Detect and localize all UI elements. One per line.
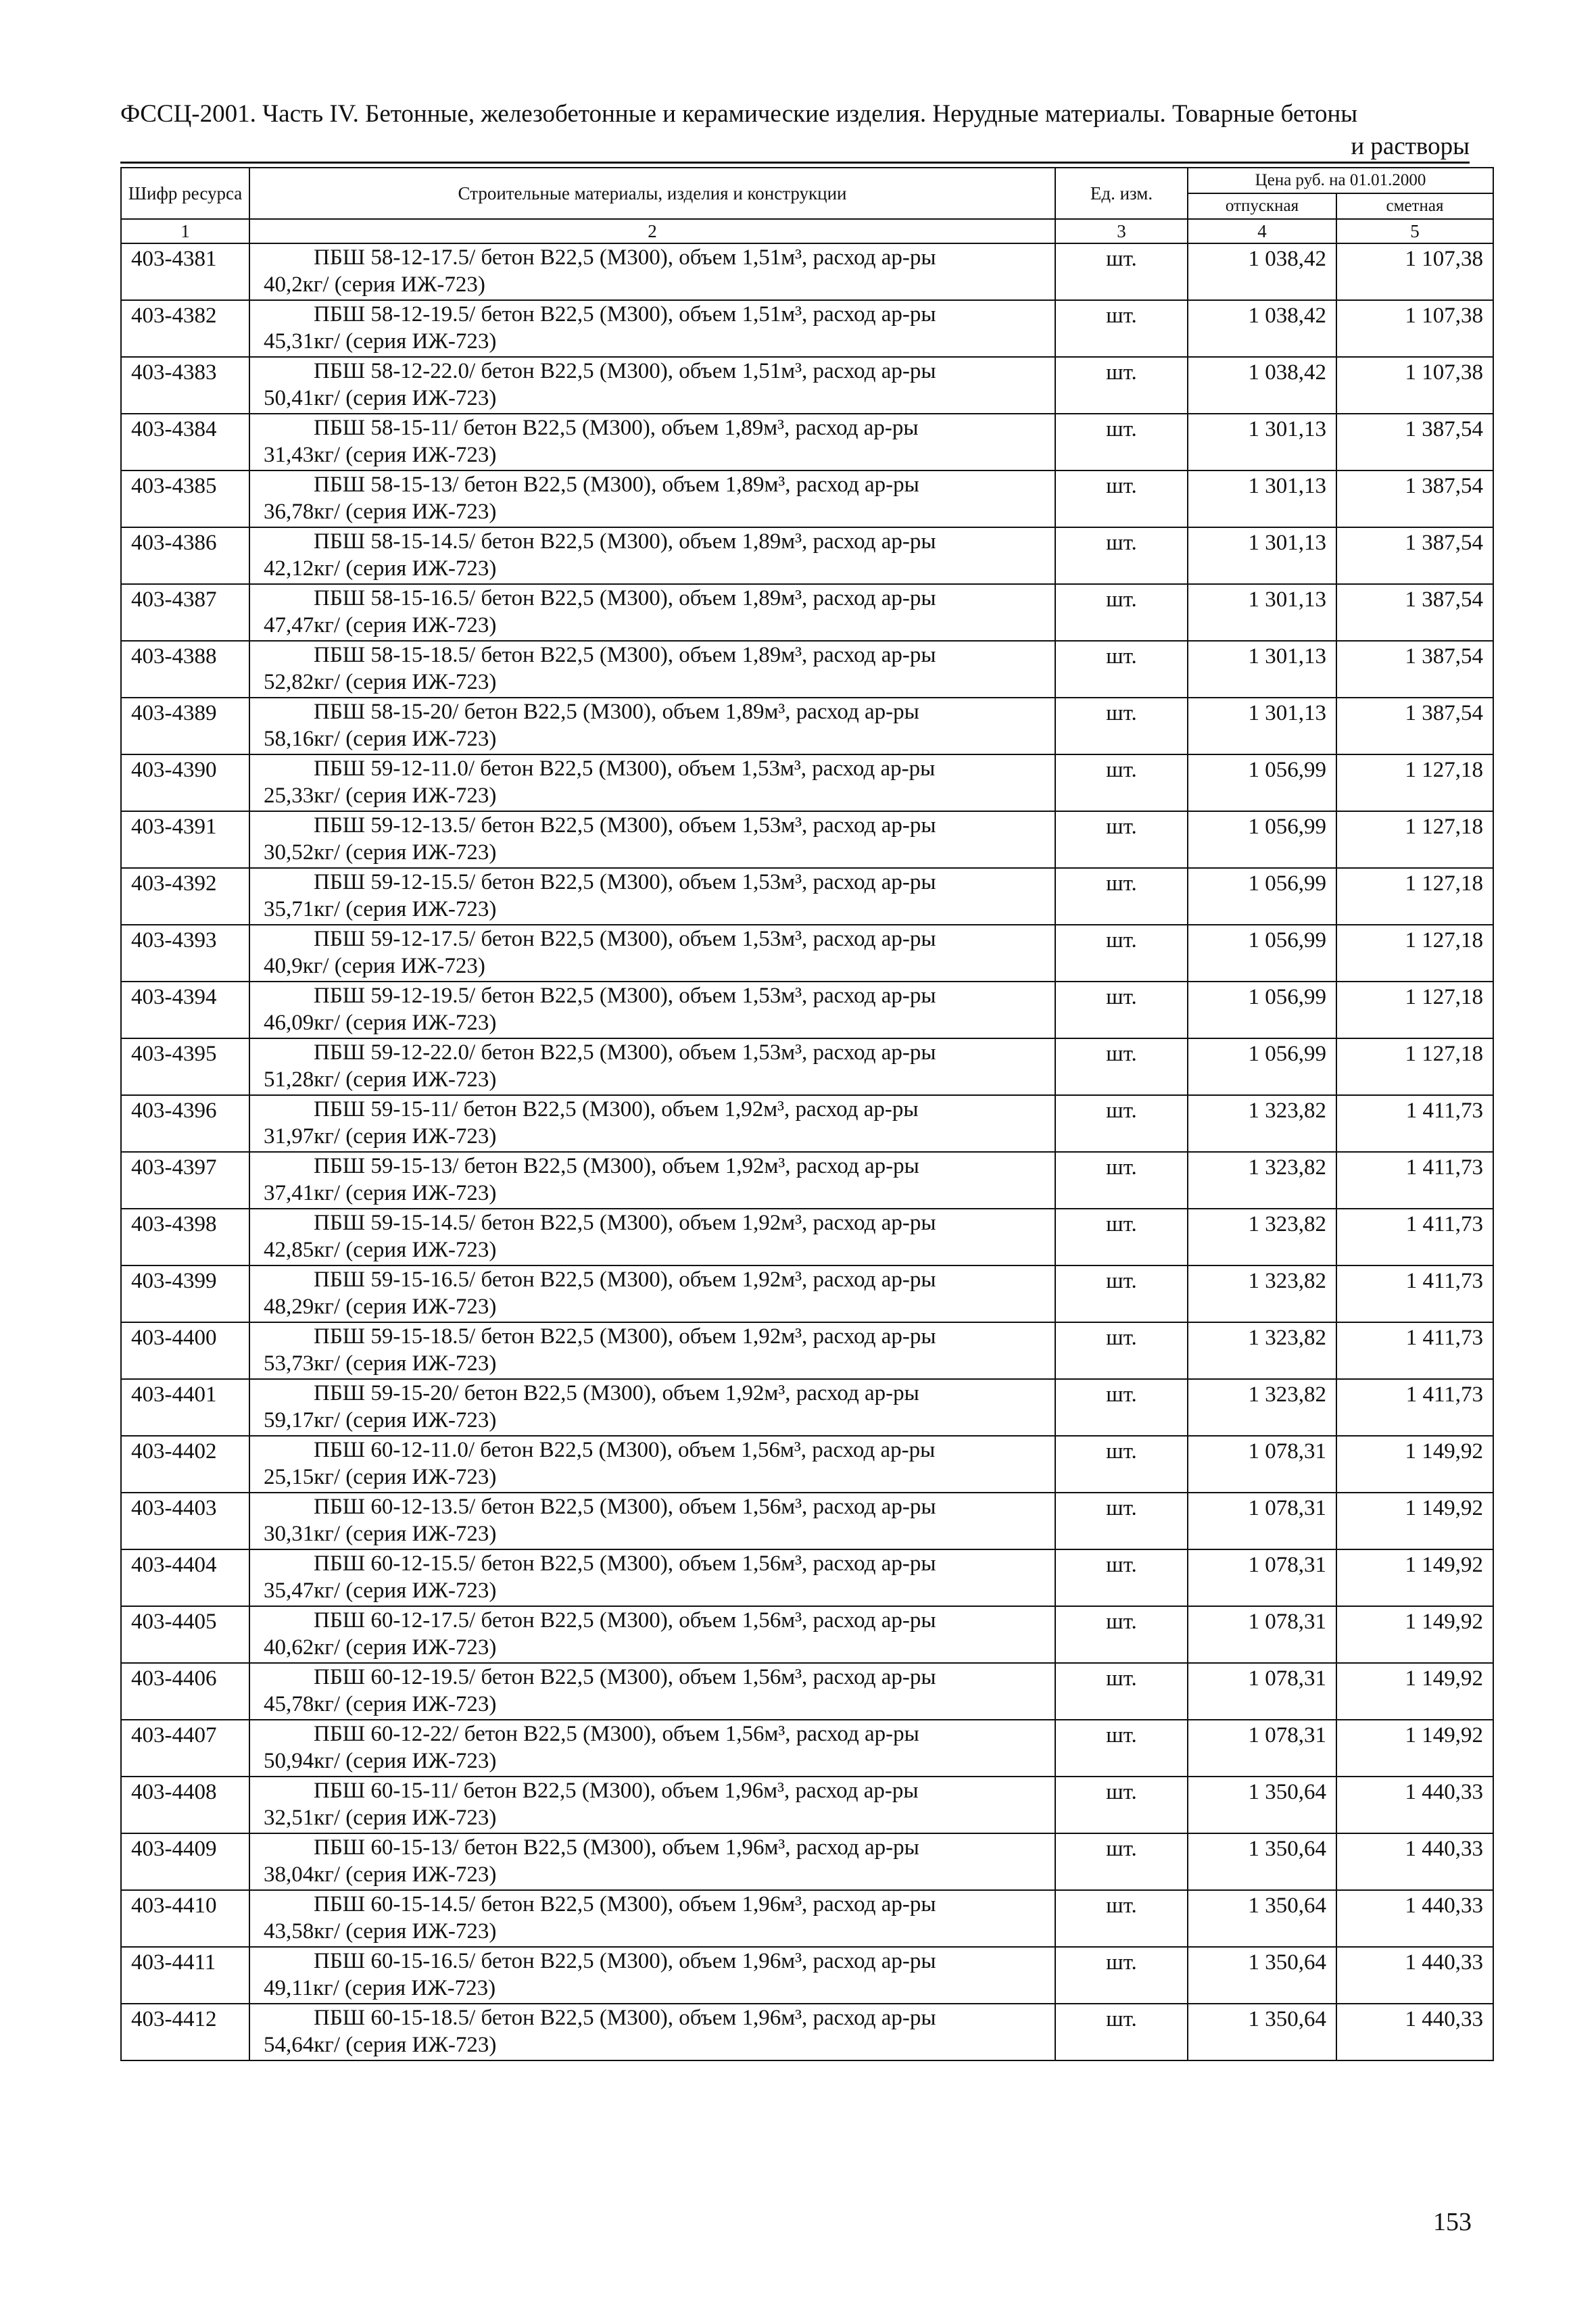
- unit: шт.: [1055, 698, 1188, 754]
- table-row: [121, 982, 1493, 1038]
- estimate-price: 1 149,92: [1336, 1663, 1493, 1720]
- estimate-price: 1 387,54: [1336, 584, 1493, 641]
- unit: шт.: [1055, 1606, 1188, 1663]
- description-line-1: ПБШ 59-15-20/ бетон В22,5 (М300), объем 1,92м³, расход ар-ры: [314, 1381, 919, 1405]
- description-line-1: ПБШ 60-12-11.0/ бетон В22,5 (М300), объем 1,56м³, расход ар-ры: [314, 1438, 936, 1462]
- unit: шт.: [1055, 1152, 1188, 1209]
- release-price: 1 038,42: [1188, 357, 1336, 414]
- release-price: 1 038,42: [1188, 243, 1336, 300]
- release-price: 1 350,64: [1188, 1777, 1336, 1833]
- resource-code: 403-4391: [121, 811, 249, 868]
- description-line-1: ПБШ 60-15-13/ бетон В22,5 (М300), объем 1,96м³, расход ар-ры: [314, 1835, 919, 1860]
- resource-code: 403-4398: [121, 1209, 249, 1265]
- material-description: [249, 243, 1055, 300]
- resource-code: 403-4403: [121, 1493, 249, 1549]
- estimate-price: 1 149,92: [1336, 1606, 1493, 1663]
- page-number: 153: [1433, 2208, 1472, 2236]
- unit: шт.: [1055, 1833, 1188, 1890]
- release-price: 1 301,13: [1188, 414, 1336, 471]
- description-line-1: ПБШ 60-15-11/ бетон В22,5 (М300), объем 1,96м³, расход ар-ры: [314, 1779, 919, 1803]
- col-number-3: 3: [1055, 219, 1188, 243]
- unit: шт.: [1055, 1265, 1188, 1322]
- resource-code: 403-4406: [121, 1663, 249, 1720]
- resource-code: 403-4397: [121, 1152, 249, 1209]
- resource-code: 403-4411: [121, 1947, 249, 2004]
- estimate-price: 1 440,33: [1336, 1947, 1493, 2004]
- description-line-1: ПБШ 60-15-14.5/ бетон В22,5 (М300), объем 1,96м³, расход ар-ры: [314, 1892, 936, 1916]
- description-line-1: ПБШ 59-15-14.5/ бетон В22,5 (М300), объем 1,92м³, расход ар-ры: [314, 1211, 936, 1235]
- header-divider: [120, 162, 1470, 164]
- description-line-1: ПБШ 59-12-15.5/ бетон В22,5 (М300), объем 1,53м³, расход ар-ры: [314, 870, 936, 894]
- resource-code: 403-4404: [121, 1549, 249, 1606]
- description-line-1: ПБШ 60-12-19.5/ бетон В22,5 (М300), объем 1,56м³, расход ар-ры: [314, 1665, 936, 1689]
- col-number-5: 5: [1336, 219, 1493, 243]
- material-description: [249, 925, 1055, 982]
- description-line-2: 52,82кг/ (серия ИЖ-723): [264, 670, 497, 694]
- description-line-1: ПБШ 59-15-18.5/ бетон В22,5 (М300), объем 1,92м³, расход ар-ры: [314, 1324, 936, 1349]
- unit: шт.: [1055, 1038, 1188, 1095]
- resource-code: 403-4382: [121, 300, 249, 357]
- release-price: 1 323,82: [1188, 1379, 1336, 1436]
- material-description: [249, 1833, 1055, 1890]
- resource-code: 403-4412: [121, 2004, 249, 2060]
- description-line-2: 40,9кг/ (серия ИЖ-723): [264, 954, 485, 978]
- description-line-1: ПБШ 58-15-13/ бетон В22,5 (М300), объем 1,89м³, расход ар-ры: [314, 473, 919, 497]
- material-description: [249, 1777, 1055, 1833]
- table-row: [121, 584, 1493, 641]
- description-line-2: 38,04кг/ (серия ИЖ-723): [264, 1862, 497, 1887]
- table-row: [121, 1720, 1493, 1777]
- resource-code: 403-4386: [121, 527, 249, 584]
- unit: шт.: [1055, 925, 1188, 982]
- description-line-2: 30,31кг/ (серия ИЖ-723): [264, 1522, 497, 1546]
- release-price: 1 056,99: [1188, 754, 1336, 811]
- estimate-price: 1 440,33: [1336, 1890, 1493, 1947]
- estimate-price: 1 411,73: [1336, 1379, 1493, 1436]
- col-number-4: 4: [1188, 219, 1336, 243]
- unit: шт.: [1055, 1549, 1188, 1606]
- release-price: 1 301,13: [1188, 584, 1336, 641]
- resource-code: 403-4392: [121, 868, 249, 925]
- unit: шт.: [1055, 1947, 1188, 2004]
- description-line-2: 35,71кг/ (серия ИЖ-723): [264, 897, 497, 921]
- table-row: [121, 1606, 1493, 1663]
- release-price: 1 056,99: [1188, 925, 1336, 982]
- description-line-1: ПБШ 59-12-22.0/ бетон В22,5 (М300), объем 1,53м³, расход ар-ры: [314, 1040, 936, 1065]
- release-price: 1 078,31: [1188, 1606, 1336, 1663]
- table-row: [121, 243, 1493, 300]
- material-description: [249, 300, 1055, 357]
- description-line-2: 35,47кг/ (серия ИЖ-723): [264, 1578, 497, 1603]
- estimate-price: 1 107,38: [1336, 357, 1493, 414]
- description-line-1: ПБШ 58-15-14.5/ бетон В22,5 (М300), объем 1,89м³, расход ар-ры: [314, 529, 936, 554]
- unit: шт.: [1055, 414, 1188, 471]
- description-line-2: 25,33кг/ (серия ИЖ-723): [264, 783, 497, 808]
- unit: шт.: [1055, 1890, 1188, 1947]
- estimate-price: 1 387,54: [1336, 414, 1493, 471]
- estimate-price: 1 149,92: [1336, 1720, 1493, 1777]
- resource-code: 403-4381: [121, 243, 249, 300]
- unit: шт.: [1055, 2004, 1188, 2060]
- release-price: 1 323,82: [1188, 1322, 1336, 1379]
- col-header-estimate: сметная: [1336, 193, 1493, 219]
- description-line-1: ПБШ 60-12-15.5/ бетон В22,5 (М300), объем 1,56м³, расход ар-ры: [314, 1551, 936, 1576]
- material-description: [249, 527, 1055, 584]
- unit: шт.: [1055, 868, 1188, 925]
- table-row: [121, 1777, 1493, 1833]
- description-line-2: 49,11кг/ (серия ИЖ-723): [264, 1976, 496, 2000]
- description-line-2: 50,94кг/ (серия ИЖ-723): [264, 1749, 497, 1773]
- table-row: [121, 1265, 1493, 1322]
- estimate-price: 1 411,73: [1336, 1265, 1493, 1322]
- table-row: [121, 868, 1493, 925]
- description-line-2: 40,2кг/ (серия ИЖ-723): [264, 272, 485, 297]
- unit: шт.: [1055, 1379, 1188, 1436]
- material-description: [249, 1890, 1055, 1947]
- unit: шт.: [1055, 527, 1188, 584]
- description-line-2: 30,52кг/ (серия ИЖ-723): [264, 840, 497, 865]
- description-line-2: 42,12кг/ (серия ИЖ-723): [264, 556, 497, 581]
- release-price: 1 301,13: [1188, 527, 1336, 584]
- release-price: 1 056,99: [1188, 811, 1336, 868]
- estimate-price: 1 149,92: [1336, 1436, 1493, 1493]
- unit: шт.: [1055, 471, 1188, 527]
- material-description: [249, 1549, 1055, 1606]
- description-line-1: ПБШ 58-15-16.5/ бетон В22,5 (М300), объем 1,89м³, расход ар-ры: [314, 586, 936, 610]
- material-description: [249, 1493, 1055, 1549]
- release-price: 1 350,64: [1188, 1833, 1336, 1890]
- estimate-price: 1 411,73: [1336, 1152, 1493, 1209]
- description-line-2: 31,97кг/ (серия ИЖ-723): [264, 1124, 497, 1149]
- table-row: [121, 1038, 1493, 1095]
- table-row: [121, 357, 1493, 414]
- resource-code: 403-4393: [121, 925, 249, 982]
- resource-code: 403-4400: [121, 1322, 249, 1379]
- estimate-price: 1 107,38: [1336, 243, 1493, 300]
- table-row: [121, 925, 1493, 982]
- release-price: 1 350,64: [1188, 1947, 1336, 2004]
- table-row: [121, 754, 1493, 811]
- description-line-1: ПБШ 58-12-17.5/ бетон В22,5 (М300), объем 1,51м³, расход ар-ры: [314, 245, 936, 270]
- description-line-1: ПБШ 60-15-18.5/ бетон В22,5 (М300), объем 1,96м³, расход ар-ры: [314, 2006, 936, 2030]
- description-line-1: ПБШ 59-15-13/ бетон В22,5 (М300), объем 1,92м³, расход ар-ры: [314, 1154, 919, 1178]
- resource-code: 403-4401: [121, 1379, 249, 1436]
- resource-code: 403-4394: [121, 982, 249, 1038]
- description-line-1: ПБШ 58-12-22.0/ бетон В22,5 (М300), объем 1,51м³, расход ар-ры: [314, 359, 936, 383]
- description-line-2: 31,43кг/ (серия ИЖ-723): [264, 443, 497, 467]
- description-line-2: 32,51кг/ (серия ИЖ-723): [264, 1806, 497, 1830]
- table-row: [121, 1947, 1493, 2004]
- col-number-2: 2: [249, 219, 1055, 243]
- resource-code: 403-4396: [121, 1095, 249, 1152]
- resource-code: 403-4405: [121, 1606, 249, 1663]
- estimate-price: 1 440,33: [1336, 1833, 1493, 1890]
- release-price: 1 323,82: [1188, 1095, 1336, 1152]
- description-line-2: 45,78кг/ (серия ИЖ-723): [264, 1692, 497, 1716]
- material-description: [249, 698, 1055, 754]
- estimate-price: 1 107,38: [1336, 300, 1493, 357]
- description-line-1: ПБШ 60-12-17.5/ бетон В22,5 (М300), объем 1,56м³, расход ар-ры: [314, 1608, 936, 1633]
- unit: шт.: [1055, 300, 1188, 357]
- col-number-1: 1: [121, 219, 249, 243]
- description-line-2: 43,58кг/ (серия ИЖ-723): [264, 1919, 497, 1944]
- unit: шт.: [1055, 754, 1188, 811]
- table-row: [121, 1322, 1493, 1379]
- table-row: [121, 1436, 1493, 1493]
- description-line-2: 25,15кг/ (серия ИЖ-723): [264, 1465, 497, 1489]
- description-line-2: 51,28кг/ (серия ИЖ-723): [264, 1067, 497, 1092]
- header-title-continuation: и растворы: [1351, 132, 1470, 160]
- table-row: [121, 1152, 1493, 1209]
- estimate-price: 1 440,33: [1336, 2004, 1493, 2060]
- material-description: [249, 584, 1055, 641]
- unit: шт.: [1055, 584, 1188, 641]
- material-description: [249, 641, 1055, 698]
- table-row: [121, 414, 1493, 471]
- estimate-price: 1 387,54: [1336, 641, 1493, 698]
- unit: шт.: [1055, 1436, 1188, 1493]
- estimate-price: 1 149,92: [1336, 1493, 1493, 1549]
- release-price: 1 078,31: [1188, 1720, 1336, 1777]
- description-line-1: ПБШ 59-12-17.5/ бетон В22,5 (М300), объем 1,53м³, расход ар-ры: [314, 927, 936, 951]
- unit: шт.: [1055, 811, 1188, 868]
- description-line-2: 50,41кг/ (серия ИЖ-723): [264, 386, 497, 410]
- table-row: [121, 811, 1493, 868]
- description-line-1: ПБШ 60-12-13.5/ бетон В22,5 (М300), объем 1,56м³, расход ар-ры: [314, 1495, 936, 1519]
- col-header-unit: Ед. изм.: [1055, 168, 1188, 219]
- material-description: [249, 868, 1055, 925]
- material-description: [249, 1038, 1055, 1095]
- release-price: 1 323,82: [1188, 1209, 1336, 1265]
- table-row: [121, 1833, 1493, 1890]
- table-row: [121, 1209, 1493, 1265]
- material-description: [249, 2004, 1055, 2060]
- col-header-release: отпускная: [1188, 193, 1336, 219]
- description-line-2: 53,73кг/ (серия ИЖ-723): [264, 1351, 497, 1376]
- description-line-1: ПБШ 59-12-11.0/ бетон В22,5 (М300), объем 1,53м³, расход ар-ры: [314, 756, 936, 781]
- estimate-price: 1 127,18: [1336, 868, 1493, 925]
- material-description: [249, 1606, 1055, 1663]
- unit: шт.: [1055, 1663, 1188, 1720]
- unit: шт.: [1055, 1777, 1188, 1833]
- resource-code: 403-4410: [121, 1890, 249, 1947]
- description-line-1: ПБШ 60-12-22/ бетон В22,5 (М300), объем 1,56м³, расход ар-ры: [314, 1722, 919, 1746]
- resource-code: 403-4408: [121, 1777, 249, 1833]
- estimate-price: 1 440,33: [1336, 1777, 1493, 1833]
- description-line-2: 45,31кг/ (серия ИЖ-723): [264, 329, 497, 354]
- table-row: [121, 641, 1493, 698]
- release-price: 1 078,31: [1188, 1493, 1336, 1549]
- estimate-price: 1 387,54: [1336, 698, 1493, 754]
- estimate-price: 1 411,73: [1336, 1209, 1493, 1265]
- description-line-1: ПБШ 59-12-19.5/ бетон В22,5 (М300), объем 1,53м³, расход ар-ры: [314, 984, 936, 1008]
- resource-code: 403-4409: [121, 1833, 249, 1890]
- estimate-price: 1 411,73: [1336, 1322, 1493, 1379]
- release-price: 1 078,31: [1188, 1663, 1336, 1720]
- estimate-price: 1 127,18: [1336, 925, 1493, 982]
- unit: шт.: [1055, 1720, 1188, 1777]
- description-line-2: 54,64кг/ (серия ИЖ-723): [264, 2033, 497, 2057]
- description-line-2: 48,29кг/ (серия ИЖ-723): [264, 1295, 497, 1319]
- unit: шт.: [1055, 1209, 1188, 1265]
- resource-code: 403-4389: [121, 698, 249, 754]
- material-description: [249, 1663, 1055, 1720]
- resource-code: 403-4402: [121, 1436, 249, 1493]
- estimate-price: 1 127,18: [1336, 1038, 1493, 1095]
- table-row: [121, 1890, 1493, 1947]
- description-line-2: 47,47кг/ (серия ИЖ-723): [264, 613, 497, 637]
- material-description: [249, 1436, 1055, 1493]
- unit: шт.: [1055, 1095, 1188, 1152]
- resource-code: 403-4383: [121, 357, 249, 414]
- description-line-1: ПБШ 58-15-20/ бетон В22,5 (М300), объем 1,89м³, расход ар-ры: [314, 700, 919, 724]
- resource-code: 403-4384: [121, 414, 249, 471]
- material-description: [249, 754, 1055, 811]
- col-header-code: Шифр ресурса: [121, 168, 249, 219]
- material-description: [249, 357, 1055, 414]
- material-description: [249, 414, 1055, 471]
- description-line-1: ПБШ 59-12-13.5/ бетон В22,5 (М300), объем 1,53м³, расход ар-ры: [314, 813, 936, 838]
- release-price: 1 078,31: [1188, 1549, 1336, 1606]
- unit: шт.: [1055, 982, 1188, 1038]
- page-header: [120, 98, 1470, 163]
- description-line-2: 36,78кг/ (серия ИЖ-723): [264, 500, 497, 524]
- unit: шт.: [1055, 357, 1188, 414]
- table-row: [121, 527, 1493, 584]
- material-description: [249, 471, 1055, 527]
- release-price: 1 323,82: [1188, 1265, 1336, 1322]
- material-description: [249, 1152, 1055, 1209]
- release-price: 1 350,64: [1188, 2004, 1336, 2060]
- material-description: [249, 1265, 1055, 1322]
- unit: шт.: [1055, 243, 1188, 300]
- resource-code: 403-4385: [121, 471, 249, 527]
- resource-code: 403-4390: [121, 754, 249, 811]
- estimate-price: 1 387,54: [1336, 527, 1493, 584]
- resource-code: 403-4407: [121, 1720, 249, 1777]
- table-row: [121, 471, 1493, 527]
- description-line-2: 59,17кг/ (серия ИЖ-723): [264, 1408, 497, 1432]
- release-price: 1 078,31: [1188, 1436, 1336, 1493]
- description-line-1: ПБШ 58-12-19.5/ бетон В22,5 (М300), объем 1,51м³, расход ар-ры: [314, 302, 936, 327]
- release-price: 1 350,64: [1188, 1890, 1336, 1947]
- estimate-price: 1 127,18: [1336, 811, 1493, 868]
- unit: шт.: [1055, 1493, 1188, 1549]
- release-price: 1 301,13: [1188, 471, 1336, 527]
- material-description: [249, 811, 1055, 868]
- table-row: [121, 698, 1493, 754]
- release-price: 1 301,13: [1188, 698, 1336, 754]
- table-row: [121, 1663, 1493, 1720]
- material-description: [249, 1379, 1055, 1436]
- resource-code: 403-4388: [121, 641, 249, 698]
- estimate-price: 1 149,92: [1336, 1549, 1493, 1606]
- unit: шт.: [1055, 641, 1188, 698]
- col-header-price: Цена руб. на 01.01.2000: [1188, 168, 1493, 193]
- price-table: [120, 167, 1494, 2061]
- description-line-1: ПБШ 58-15-18.5/ бетон В22,5 (М300), объем 1,89м³, расход ар-ры: [314, 643, 936, 667]
- material-description: [249, 1095, 1055, 1152]
- resource-code: 403-4387: [121, 584, 249, 641]
- unit: шт.: [1055, 1322, 1188, 1379]
- material-description: [249, 1720, 1055, 1777]
- resource-code: 403-4395: [121, 1038, 249, 1095]
- resource-code: 403-4399: [121, 1265, 249, 1322]
- description-line-2: 37,41кг/ (серия ИЖ-723): [264, 1181, 497, 1205]
- release-price: 1 056,99: [1188, 1038, 1336, 1095]
- release-price: 1 301,13: [1188, 641, 1336, 698]
- description-line-2: 40,62кг/ (серия ИЖ-723): [264, 1635, 497, 1660]
- estimate-price: 1 127,18: [1336, 982, 1493, 1038]
- material-description: [249, 1209, 1055, 1265]
- release-price: 1 056,99: [1188, 982, 1336, 1038]
- table-row: [121, 1493, 1493, 1549]
- table-row: [121, 1549, 1493, 1606]
- estimate-price: 1 387,54: [1336, 471, 1493, 527]
- description-line-1: ПБШ 59-15-11/ бетон В22,5 (М300), объем 1,92м³, расход ар-ры: [314, 1097, 919, 1121]
- material-description: [249, 1322, 1055, 1379]
- release-price: 1 056,99: [1188, 868, 1336, 925]
- release-price: 1 038,42: [1188, 300, 1336, 357]
- description-line-1: ПБШ 60-15-16.5/ бетон В22,5 (М300), объем 1,96м³, расход ар-ры: [314, 1949, 936, 1973]
- header-title: ФССЦ-2001. Часть IV. Бетонные, железобетонные и керамические изделия. Нерудные материалы. Товарные бетоны: [120, 100, 1358, 128]
- table-row: [121, 1095, 1493, 1152]
- col-header-name: Строительные материалы, изделия и конструкции: [249, 168, 1055, 219]
- description-line-2: 42,85кг/ (серия ИЖ-723): [264, 1238, 497, 1262]
- material-description: [249, 982, 1055, 1038]
- description-line-1: ПБШ 58-15-11/ бетон В22,5 (М300), объем 1,89м³, расход ар-ры: [314, 416, 919, 440]
- material-description: [249, 1947, 1055, 2004]
- table-row: [121, 2004, 1493, 2060]
- description-line-2: 58,16кг/ (серия ИЖ-723): [264, 727, 497, 751]
- table-row: [121, 300, 1493, 357]
- description-line-2: 46,09кг/ (серия ИЖ-723): [264, 1011, 497, 1035]
- estimate-price: 1 127,18: [1336, 754, 1493, 811]
- release-price: 1 323,82: [1188, 1152, 1336, 1209]
- estimate-price: 1 411,73: [1336, 1095, 1493, 1152]
- description-line-1: ПБШ 59-15-16.5/ бетон В22,5 (М300), объем 1,92м³, расход ар-ры: [314, 1268, 936, 1292]
- table-row: [121, 1379, 1493, 1436]
